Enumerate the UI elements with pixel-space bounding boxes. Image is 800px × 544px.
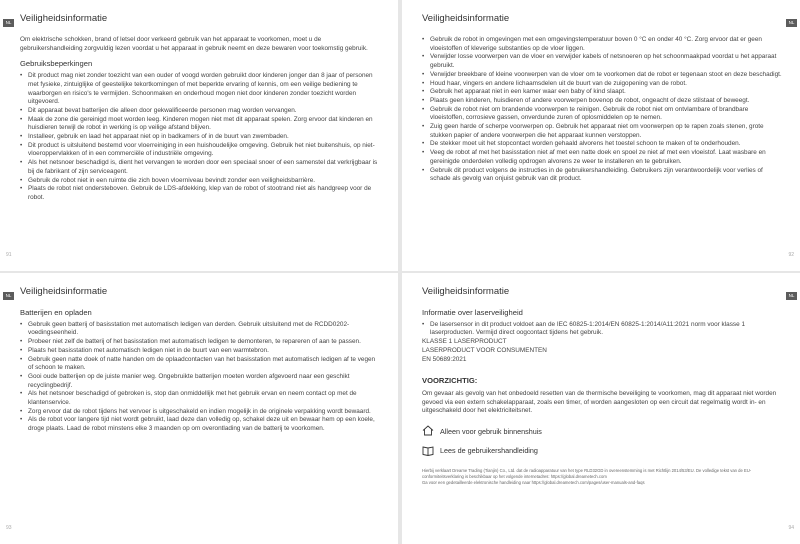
page-92 — [402, 0, 800, 271]
section-heading: Gebruiksbeperkingen — [20, 59, 93, 69]
page-91 — [0, 0, 398, 271]
list-item: • Gebruik geen batterij of basisstation met automatisch ledigen van derden. Gebruik uitsluitend met de RCDD0202-voedingseenheid. — [28, 321, 382, 338]
page-93 — [0, 273, 398, 544]
page-94 — [402, 273, 800, 544]
bullet-list — [20, 321, 382, 434]
list-item: • Veeg de robot af met het basisstation niet af met een natte doek en spoel ze niet af met een vloeistof. Laat wasbare en gereinigde onderdelen volledig opdrogen alvorens ze weer te installeren en te gebruiken. — [430, 149, 784, 166]
page-number: 93 — [6, 525, 12, 531]
manual-link-text: Ga voor een gedetailleerde elektronische handleiding naar https://global.dreametech.com/pages/user-manuals-and-faqs — [422, 479, 645, 485]
house-icon — [422, 425, 440, 439]
page-number: 94 — [788, 525, 794, 531]
list-item: • Gooi oude batterijen op de juiste manier weg. Ongebruikte batterijen moeten worden afgevoerd naar een geschikt recyclingbedrijf. — [28, 373, 382, 390]
list-item: • Gebruik geen natte doek of natte handen om de oplaadcontacten van het basisstation met automatisch ledigen af te vegen of schoon te maken. — [28, 356, 382, 373]
intro-text: Om elektrische schokken, brand of letsel door verkeerd gebruik van het apparaat te voorkomen, moet u de gebruikershandleiding zorgvuldig lezen voordat u het apparaat in gebruik neemt en deze bewaren voor toekomstig gebruik. — [20, 36, 368, 52]
indoor-use-text: Alleen voor gebruik binnenshuis — [440, 426, 542, 436]
list-item: • Maak de zone die gereinigd moet worden leeg. Kinderen mogen niet met dit apparaat spelen. Zorg ervoor dat kinderen en huisdieren terwijl de robot in werking is op veilige afstand blijven. — [28, 116, 382, 133]
list-item: • Zuig geen harde of scherpe voorwerpen op. Gebruik het apparaat niet om voorwerpen op te rapen zoals stenen, grote stukken papier of andere voorwerpen die het apparaat kunnen verstoppen. — [430, 123, 784, 140]
indoor-use-row — [422, 425, 784, 439]
read-manual-text: Lees de gebruikershandleiding — [440, 446, 538, 456]
book-icon — [422, 445, 440, 459]
list-item: • Gebruik de robot in omgevingen met een omgevingstemperatuur boven 0 °C en onder 40 °C. Zorg ervoor dat er geen vloeistoffen of kleverige substanties op de vloer liggen. — [430, 36, 784, 53]
list-item: • Gebruik de robot niet om brandende voorwerpen te reinigen. Gebruik de robot niet om ontvlambare of brandbare vloeistoffen, corrosieve gassen, onverdunde zuren of oplosmiddelen op te nemen. — [430, 106, 784, 123]
section-heading: Batterijen en opladen — [20, 308, 92, 317]
language-tag: NL — [786, 19, 797, 27]
list-item: • Dit product mag niet zonder toezicht van een ouder of voogd worden gebruikt door kinderen jonger dan 8 jaar of personen met fysieke, zintuiglijke of geestelijke tekortkomingen of met beperkte ervaring of kennis, om een veilige bediening te waarborgen en risico's te vermijden. Schoonmaken en onderhoud mogen niet door kinderen zonder toezicht worden uitgevoerd. — [28, 72, 382, 107]
page-content — [422, 36, 784, 184]
list-item: • Houd haar, vingers en andere lichaamsdelen uit de buurt van de zuigopening van de robot. — [430, 80, 784, 89]
list-item: • Plaats het basisstation met automatisch ledigen niet in de buurt van een warmtebron. — [28, 347, 382, 356]
list-item: • Installeer, gebruik en laad het apparaat niet op in badkamers of in de buurt van zwembaden. — [28, 133, 382, 142]
section-heading: Informatie over laserveiligheid — [422, 308, 523, 317]
language-tag: NL — [786, 292, 797, 300]
list-item: • Als de robot voor langere tijd niet wordt gebruikt, laad deze dan volledig op, schakel deze uit en bewaar hem op een koele, droge plaats. Laad de robot minstens elke 3 maanden op om overontlading van de batterij te voorkomen. — [28, 416, 382, 433]
language-tag: NL — [3, 19, 14, 27]
page-content — [20, 309, 382, 434]
warning-text: Om gevaar als gevolg van het onbedoeld resetten van de thermische beveiliging te voorkomen, mag dit apparaat niet worden gevoed via een extern schakelapparaat, zoals een timer, of worden aangesloten op een circuit dat regelmatig wordt in- en uitgeschakeld door het elektriciteitsnet. — [422, 389, 777, 415]
list-item: • Dit apparaat bevat batterijen die alleen door gekwalificeerde personen mag worden vervangen. — [28, 107, 382, 116]
list-item: • Gebruik de robot niet in een ruimte die zich boven vloerniveau bevindt zonder een veiligheidsbarrière. — [28, 177, 382, 186]
list-item: • Plaats de robot niet ondersteboven. Gebruik de LDS-afdekking, klep van de robot of stootrand niet als handgreep voor de robot. — [28, 185, 382, 202]
conformity-text: Hierbij verklaart Dreame Trading (Tianjin) Co., Ltd. dat de radioapparatuur van het type RLD32GD in overeenstemming is met Richtlijn 2014/53/EU. De volledige tekst van de EU-conformiteitsverklaring is beschikbaar op het volgende internetadres: https://global.dreametech.com — [422, 468, 752, 480]
declaration-footnote — [422, 468, 784, 485]
page-title: Veiligheidsinformatie — [422, 286, 510, 297]
list-item: • Dit product is uitsluitend bestemd voor vloerreiniging in een huishoudelijke omgeving. Gebruik het niet buitenshuis, op niet-vloeroppervlakken of in een commerciële of industriële omgeving. — [28, 142, 382, 159]
list-item: • Plaats geen kinderen, huisdieren of andere voorwerpen bovenop de robot, ongeacht of deze stilstaat of beweegt. — [430, 97, 784, 106]
list-item: • De lasersensor in dit product voldoet aan de IEC 60825-1:2014/EN 60825-1:2014/A11:2021 norm voor klasse 1 laserproducten. Vermijd direct oogcontact tijdens het gebruik. — [430, 321, 784, 338]
list-item: • Gebruik het apparaat niet in een kamer waar een baby of kind slaapt. — [430, 88, 784, 97]
read-manual-row — [422, 445, 784, 459]
page-title: Veiligheidsinformatie — [422, 13, 510, 24]
page-content — [422, 309, 784, 485]
bullet-list — [422, 36, 784, 184]
language-tag: NL — [3, 292, 14, 300]
list-item: • Verwijder losse voorwerpen van de vloer en verwijder kabels of netsnoeren op het schoonmaakpad voordat u het apparaat gebruikt. — [430, 53, 784, 70]
list-item: • Zorg ervoor dat de robot tijdens het vervoer is uitgeschakeld en indien mogelijk in de originele verpakking wordt bewaard. — [28, 408, 382, 417]
list-item: • Gebruik dit product volgens de instructies in de gebruikershandleiding. Gebruikers zijn verantwoordelijk voor verlies of schade als gevolg van onjuist gebruik van dit product. — [430, 167, 784, 184]
list-item: • Probeer niet zelf de batterij of het basisstation met automatisch ledigen te demonteren, te repareren of aan te passen. — [28, 338, 382, 347]
list-item: • Als het netsnoer beschadigd is, dient het vervangen te worden door een speciaal snoer of een samenstel dat verkrijgbaar is bij de fabrikant of zijn serviceagent. — [28, 159, 382, 176]
page-number: 92 — [788, 252, 794, 258]
laser-consumer-line: LASERPRODUCT VOOR CONSUMENTEN — [422, 346, 547, 354]
page-title: Veiligheidsinformatie — [20, 13, 108, 24]
page-content — [20, 36, 382, 203]
bullet-list — [422, 321, 784, 338]
list-item: • Als het netsnoer beschadigd of gebroken is, stop dan onmiddellijk met het gebruik ervan en neem contact op met de klantenservice. — [28, 390, 382, 407]
laser-class-line: KLASSE 1 LASERPRODUCT — [422, 338, 507, 346]
list-item: • Verwijder breekbare of kleine voorwerpen van de vloer om te voorkomen dat de robot er tegenaan stoot en deze beschadigt. — [430, 71, 784, 80]
warning-heading: VOORZICHTIG: — [422, 376, 478, 386]
bullet-list — [20, 72, 382, 203]
page-title: Veiligheidsinformatie — [20, 286, 108, 297]
laser-standard-line: EN 50689:2021 — [422, 355, 467, 363]
list-item: • De stekker moet uit het stopcontact worden gehaald alvorens het toestel schoon te maken of te onderhouden. — [430, 140, 784, 149]
page-number: 91 — [6, 252, 12, 258]
